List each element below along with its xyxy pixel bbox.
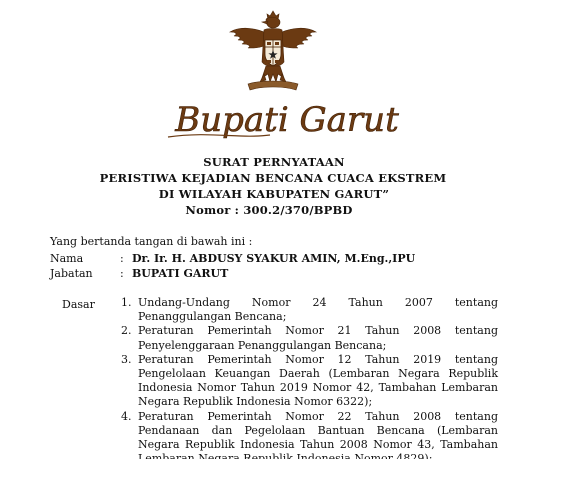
list-text: Undang-Undang Nomor 24 Tahun 2007 tentang Penanggulangan Bencana; <box>138 296 498 324</box>
field-colon: : <box>120 267 124 280</box>
list-item <box>121 296 498 324</box>
list-text: Peraturan Pemerintah Nomor 12 Tahun 2019 tentang Pengelolaan Keuangan Daerah (Lembaran Negara Republik Indonesia Nomor Tahun 2019 Nomor 42, Tambahan Lembaran Negara Republik Indonesia Nomor 6322); <box>138 352 498 409</box>
dasar-list <box>121 296 498 481</box>
title-line-2: PERISTIWA KEJADIAN BENCANA CUACA EKSTREM <box>99 171 447 185</box>
field-colon: : <box>120 252 124 265</box>
field-label: Nama <box>50 252 84 265</box>
list-text: Peraturan Pemerintah Nomor 21 Tahun 2008 tentang Penyelenggaraan Penanggulangan Bencana; <box>138 324 498 352</box>
list-item <box>121 353 498 410</box>
svg-text:Bupati Garut: Bupati Garut <box>175 100 399 140</box>
document-number: Nomor : 300.2/370/BPBD <box>185 203 353 217</box>
intro-text: Yang bertanda tangan di bawah ini : <box>50 235 253 248</box>
list-item <box>121 410 498 467</box>
page-crop-edge <box>0 459 574 490</box>
garuda-emblem-icon <box>226 10 320 94</box>
list-number: 3. <box>121 352 132 366</box>
field-value: BUPATI GARUT <box>132 267 229 280</box>
document-title <box>0 154 574 218</box>
list-number: 2. <box>121 324 132 338</box>
list-number: 4. <box>121 409 132 423</box>
list-text: Peraturan Pemerintah Nomor 22 Tahun 2008 tentang Pendanaan dan Pegelolaan Bantuan Bencana (Lembaran Negara Republik Indonesia Tahun 2008 Nomor 43, Tambahan <box>138 409 498 452</box>
title-line-1: SURAT PERNYATAAN <box>203 155 345 169</box>
dasar-label: Dasar <box>62 298 95 311</box>
title-line-3: DI WILAYAH KABUPATEN GARUT” <box>158 187 390 201</box>
field-value: Dr. Ir. H. ABDUSY SYAKUR AMIN, M.Eng.,IPU <box>132 252 416 265</box>
list-item <box>121 324 498 352</box>
list-number: 1. <box>121 296 132 309</box>
field-label: Jabatan <box>50 267 93 280</box>
bupati-garut-letterhead <box>150 93 424 145</box>
